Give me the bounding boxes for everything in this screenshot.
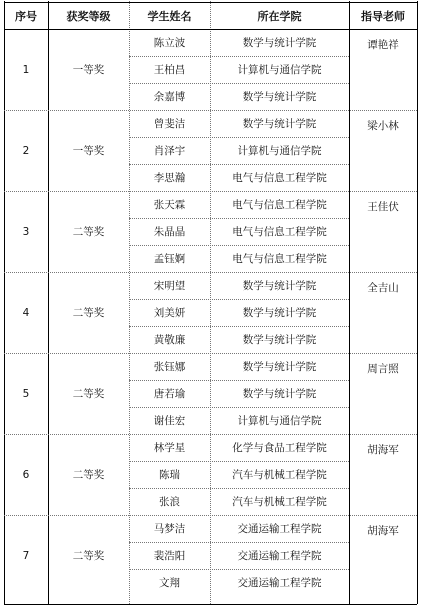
advisor-name: 全吉山 (367, 282, 399, 294)
student-name: 余嘉博 (153, 91, 186, 103)
college-name: 数学与统计学院 (242, 37, 317, 49)
group-index: 7 (22, 549, 30, 562)
student-name: 曾斐洁 (153, 118, 186, 130)
group-index: 1 (22, 63, 30, 76)
award-level: 一等奖 (72, 64, 105, 76)
column-divider (417, 1, 418, 604)
header-college: 所在学院 (257, 9, 302, 23)
student-name: 陈立波 (153, 37, 186, 49)
student-name: 马梦洁 (153, 523, 186, 535)
advisor-name: 胡海军 (367, 525, 399, 537)
college-name: 计算机与通信学院 (237, 145, 322, 157)
student-name: 黄敬廉 (153, 334, 186, 346)
header-index: 序号 (15, 9, 37, 23)
award-level: 二等奖 (72, 550, 105, 562)
student-name: 张钰娜 (153, 361, 186, 373)
student-name: 孟钰婀 (153, 253, 186, 265)
college-name: 化学与食品工程学院 (232, 442, 327, 454)
college-name: 汽车与机械工程学院 (232, 496, 327, 508)
college-name: 汽车与机械工程学院 (232, 469, 327, 481)
college-name: 交通运输工程学院 (237, 523, 322, 535)
college-name: 数学与统计学院 (242, 91, 317, 103)
college-name: 电气与信息工程学院 (232, 226, 327, 238)
award-level: 二等奖 (72, 307, 105, 319)
student-name: 林学星 (153, 442, 186, 454)
student-name: 李思瀚 (153, 172, 186, 184)
group-index: 6 (22, 468, 30, 481)
college-name: 数学与统计学院 (242, 334, 317, 346)
college-name: 交通运输工程学院 (237, 577, 322, 589)
college-name: 电气与信息工程学院 (232, 199, 327, 211)
college-name: 数学与统计学院 (242, 118, 317, 130)
award-level: 二等奖 (72, 388, 105, 400)
college-name: 电气与信息工程学院 (232, 172, 327, 184)
student-name: 宋明望 (153, 280, 186, 292)
header-advisor: 指导老师 (361, 9, 405, 23)
award-level: 二等奖 (72, 469, 105, 481)
college-name: 数学与统计学院 (242, 361, 317, 373)
advisor-name: 梁小林 (367, 120, 399, 132)
group-index: 5 (22, 387, 30, 400)
advisor-name: 周言照 (367, 363, 399, 375)
advisor-name: 谭艳祥 (367, 39, 399, 51)
college-name: 数学与统计学院 (242, 280, 317, 292)
college-name: 计算机与通信学院 (237, 415, 322, 427)
group-index: 3 (22, 225, 30, 238)
student-name: 肖泽宇 (153, 145, 186, 157)
college-name: 计算机与通信学院 (237, 64, 322, 76)
student-name: 王柏昌 (153, 64, 186, 76)
student-name: 唐若瑜 (153, 388, 186, 400)
header-student: 学生姓名 (147, 9, 192, 23)
student-name: 陈瑞 (159, 469, 180, 481)
student-name: 张天霖 (153, 199, 186, 211)
student-name: 谢佳宏 (153, 415, 186, 427)
header-award: 获奖等级 (66, 9, 111, 23)
college-name: 交通运输工程学院 (237, 550, 322, 562)
advisor-name: 胡海军 (367, 444, 399, 456)
award-level: 一等奖 (72, 145, 105, 157)
award-level: 二等奖 (72, 226, 105, 238)
college-name: 数学与统计学院 (242, 388, 317, 400)
college-name: 数学与统计学院 (242, 307, 317, 319)
group-index: 4 (22, 306, 30, 319)
advisor-name: 王佳伏 (367, 201, 399, 213)
student-name: 朱晶晶 (153, 226, 186, 238)
student-name: 刘美妍 (153, 307, 186, 319)
college-name: 电气与信息工程学院 (232, 253, 327, 265)
student-name: 文翔 (159, 577, 180, 589)
group-index: 2 (22, 144, 30, 157)
student-name: 裴浩阳 (153, 550, 186, 562)
student-name: 张浪 (159, 496, 180, 508)
